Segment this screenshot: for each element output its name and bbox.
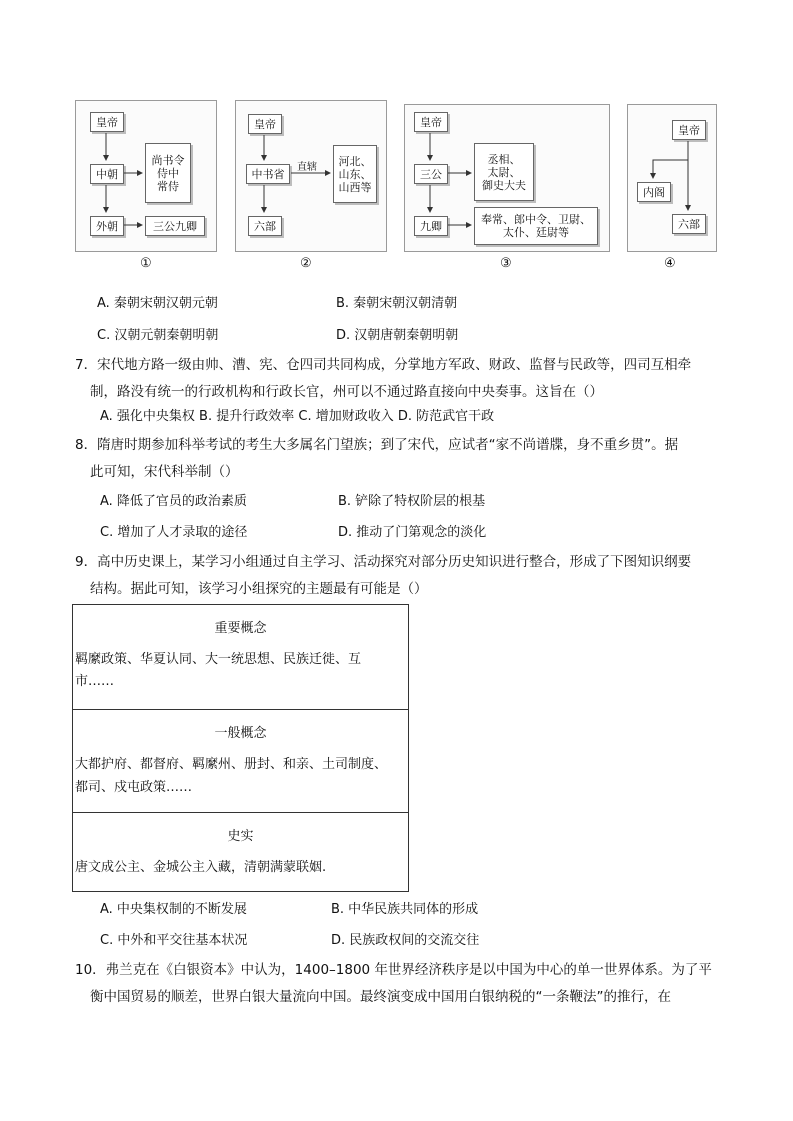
- q9-option-b: B. 中华民族共同体的形成: [331, 902, 479, 917]
- facts-title: 史实: [227, 829, 254, 844]
- q8-option-b: B. 铲除了特权阶层的根基: [338, 494, 486, 509]
- q10-stem-line2: 衡中国贸易的顺差，世界白银大量流向中国。最终演变成中国用白银纳税的“一条鞭法”的推行，在: [90, 989, 671, 1005]
- q6-option-c: C. 汉朝元朝秦朝明朝: [97, 328, 219, 343]
- six-ministries-node: 六部: [672, 214, 706, 234]
- q8-stem-line1: 8．隋唐时期参加科举考试的考生大多属名门望族；到了宋代，应试者“家不尚谱牒，身不重乡贯”。据: [75, 437, 679, 453]
- knowledge-outline-table: [72, 604, 409, 892]
- q8-stem-line2: 此可知，宋代科举制（）: [90, 464, 239, 480]
- diagram-1-caption: ①: [140, 256, 152, 271]
- q8-option-c: C. 增加了人才录取的途径: [100, 525, 248, 540]
- diagram-4-caption: ④: [664, 256, 676, 271]
- emperor-node: 皇帝: [90, 112, 124, 132]
- general-concepts-line1: 大都护府、都督府、羁縻州、册封、和亲、土司制度、: [75, 757, 388, 772]
- six-ministries-node: 六部: [248, 216, 282, 236]
- q8-option-a: A. 降低了官员的政治素质: [100, 494, 247, 509]
- general-concepts-title: 一般概念: [214, 726, 267, 741]
- important-concepts-line2: 市……: [75, 674, 115, 689]
- q6-option-b: B. 秦朝宋朝汉朝清朝: [336, 296, 458, 311]
- q6-option-d: D. 汉朝唐朝秦朝明朝: [336, 328, 459, 343]
- q9-stem-line2: 结构。据此可知，该学习小组探究的主题最有可能是（）: [90, 581, 428, 597]
- ministers-list-node: 奉常、郎中令、卫尉、 太仆、廷尉等: [474, 207, 598, 245]
- outer-court-node: 外朝: [90, 216, 124, 236]
- general-concepts-line2: 都司、戍屯政策……: [75, 780, 193, 795]
- important-concepts-title: 重要概念: [214, 621, 267, 636]
- dukes-list-node: 丞相、 太尉、 御史大夫: [474, 143, 534, 201]
- diagram-2-caption: ②: [300, 256, 312, 271]
- direct-rule-label: 直辖: [297, 162, 317, 173]
- q9-option-a: A. 中央集权制的不断发展: [100, 902, 247, 917]
- diagram-4-arrows: [0, 0, 793, 300]
- q9-option-c: C. 中外和平交往基本状况: [100, 933, 248, 948]
- q8-option-d: D. 推动了门第观念的淡化: [338, 525, 487, 540]
- emperor-node: 皇帝: [672, 120, 706, 140]
- regions-node: 河北、 山东、 山西等: [333, 145, 377, 203]
- emperor-node: 皇帝: [248, 114, 282, 134]
- three-dukes-node: 三公: [414, 164, 448, 184]
- cabinet-node: 内阁: [637, 182, 671, 202]
- q7-stem-line1: 7．宋代地方路一级由帅、漕、宪、仓四司共同构成，分掌地方军政、财政、监督与民政等，四司互相牵: [75, 357, 692, 373]
- q7-stem-line2: 制，路没有统一的行政机构和行政长官，州可以不通过路直接向中央奏事。这旨在（）: [90, 384, 603, 400]
- important-concepts-line1: 羁縻政策、华夏认同、大一统思想、民族迁徙、互: [75, 652, 362, 667]
- emperor-node: 皇帝: [414, 112, 448, 132]
- q9-stem-line1: 9．高中历史课上，某学习小组通过自主学习、活动探究对部分历史知识进行整合，形成了下图知识纲要: [75, 554, 692, 570]
- officials-node: 尚书令 侍中 常侍: [145, 143, 191, 203]
- secretariat-node: 中书省: [246, 164, 290, 184]
- q10-stem-line1: 10．弗兰克在《白银资本》中认为，1400–1800 年世界经济秩序是以中国为中心的单一世界体系。为了平: [75, 962, 712, 978]
- facts-line1: 唐文成公主、金城公主入藏，清朝满蒙联姻.: [75, 860, 327, 875]
- ministers-node: 三公九卿: [145, 216, 205, 236]
- inner-court-node: 中朝: [90, 164, 124, 184]
- q7-options: A. 强化中央集权 B. 提升行政效率 C. 增加财政收入 D. 防范武官干政: [100, 409, 495, 424]
- q6-option-a: A. 秦朝宋朝汉朝元朝: [97, 296, 218, 311]
- diagram-3-caption: ③: [500, 256, 512, 271]
- nine-ministers-node: 九卿: [414, 216, 448, 236]
- q9-option-d: D. 民族政权间的交流交往: [331, 933, 480, 948]
